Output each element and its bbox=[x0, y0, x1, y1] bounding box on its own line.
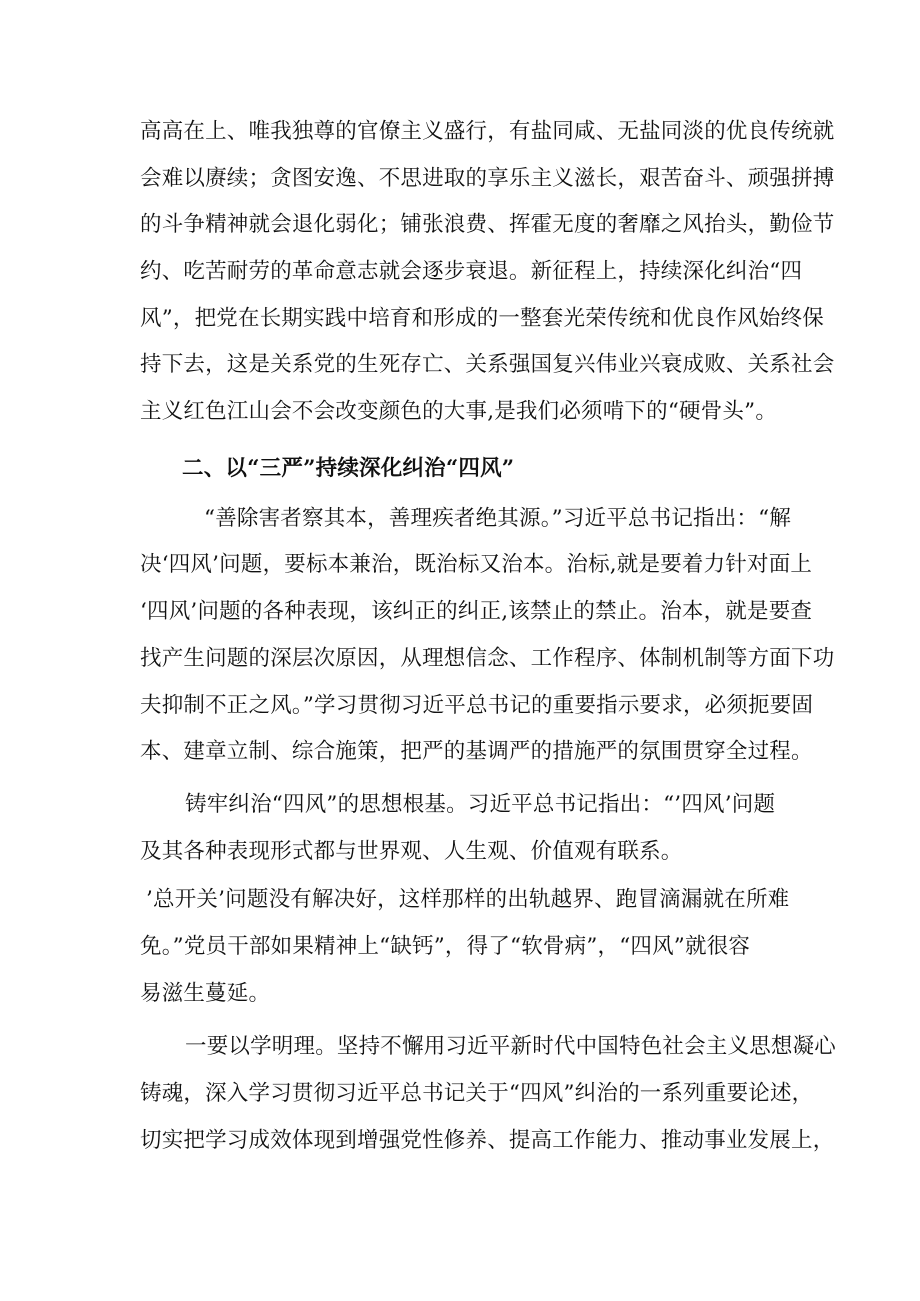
paragraph-line: 主义红色江山会不会改变颜色的大事,是我们必须啃下的“硬骨头”。 bbox=[140, 399, 778, 424]
paragraph-line: “善除害者察其本，善理疾者绝其源。”习近平总书记指出：“解 bbox=[204, 506, 792, 531]
paragraph-line: 的斗争精神就会退化弱化；铺张浪费、挥霍无度的奢靡之风抬头，勤俭节 bbox=[140, 212, 835, 237]
paragraph-line: 找产生问题的深层次原因，从理想信念、工作程序、体制机制等方面下功 bbox=[140, 646, 835, 671]
paragraph-line: ’总开关’问题没有解决好，这样那样的出轨越界、跑冒滴漏就在所难 bbox=[146, 887, 790, 912]
paragraph-line: 铸牢纠治“四风”的思想根基。习近平总书记指出：“’四风’问题 bbox=[185, 792, 776, 817]
paragraph-line: 及其各种表现形式都与世界观、人生观、价值观有联系。 bbox=[140, 839, 683, 864]
paragraph-line: 铸魂，深入学习贯彻习近平总书记关于“四风”纠治的一系列重要论述， bbox=[140, 1081, 814, 1106]
paragraph-line: 决‘四风’问题，要标本兼治，既治标又治本。治标,就是要着力针对面上 bbox=[140, 552, 813, 577]
paragraph-line: 会难以赓续；贪图安逸、不思进取的享乐主义滋长，艰苦奋斗、顽强拼搏 bbox=[140, 166, 835, 191]
paragraph-line: ‘四风’问题的各种表现，该纠正的纠正,该禁止的禁止。治本，就是要查 bbox=[140, 599, 813, 624]
paragraph-line: 切实把学习成效体现到增强党性修养、提高工作能力、推动事业发展上， bbox=[140, 1128, 835, 1153]
paragraph-line: 约、吃苦耐劳的革命意志就会逐步衰退。新征程上，持续深化纠治“四 bbox=[140, 259, 803, 284]
paragraph-line: 一要以学明理。坚持不懈用习近平新时代中国特色社会主义思想凝心 bbox=[185, 1034, 837, 1059]
section-heading: 二、以“三严”持续深化纠治“四风” bbox=[182, 456, 515, 481]
paragraph-line: 高高在上、唯我独尊的官僚主义盛行，有盐同咸、无盐同淡的优良传统就 bbox=[140, 119, 835, 144]
paragraph-line: 夫抑制不正之风。”学习贯彻习近平总书记的重要指示要求，必须扼要固 bbox=[140, 693, 814, 718]
paragraph-line: 易滋生蔓延。 bbox=[140, 981, 271, 1006]
paragraph-line: 本、建章立制、综合施策，把严的基调严的措施严的氛围贯穿全过程。 bbox=[140, 739, 813, 764]
paragraph-line: 持下去，这是关系党的生死存亡、关系强国复兴伟业兴衰成败、关系社会 bbox=[140, 352, 835, 377]
paragraph-line: 免。”党员干部如果精神上“缺钙”，得了“软骨病”，“四风”就很容 bbox=[140, 934, 751, 959]
paragraph-line: 风”，把党在长期实践中培育和形成的一整套光荣传统和优良作风始终保 bbox=[140, 306, 824, 331]
